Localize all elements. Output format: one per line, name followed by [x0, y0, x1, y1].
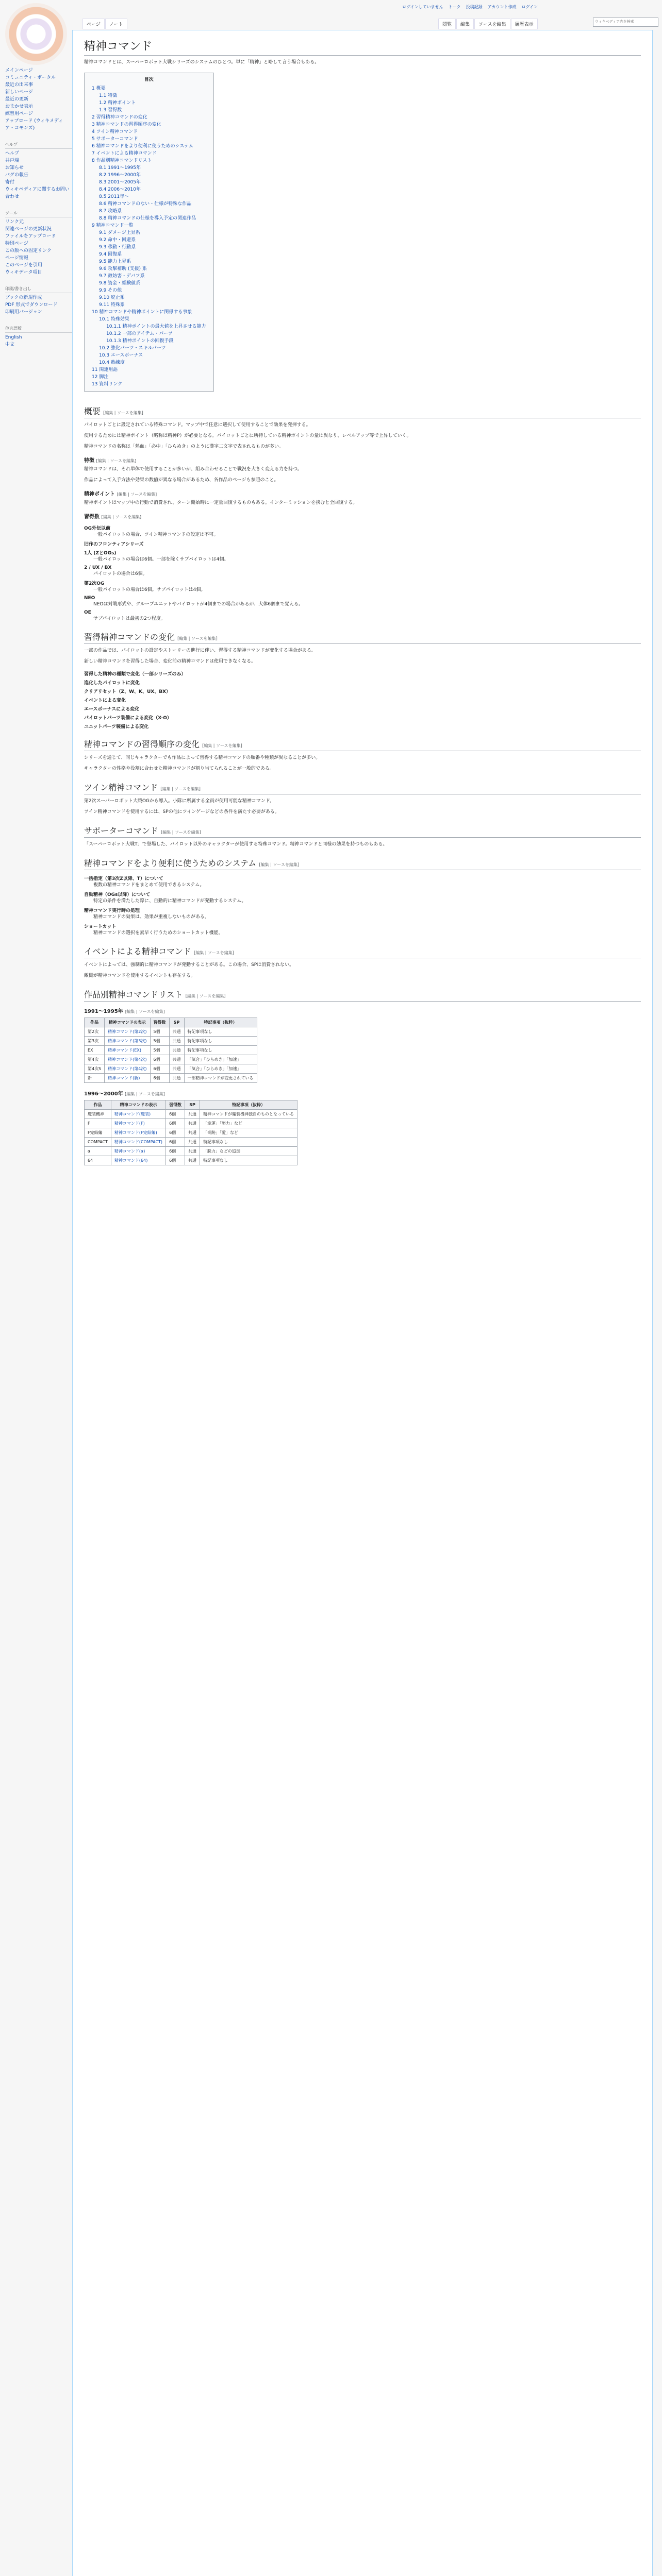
table-cell[interactable]: 精神コマンド(F): [111, 1119, 166, 1128]
definition-term: 習得した精神の種類で変化（一部シリーズのみ）: [84, 672, 186, 677]
definition-term: 自動精神（OGs以降）について: [84, 892, 151, 897]
table-cell: 「脱力」などの追加: [200, 1147, 297, 1156]
tab[interactable]: 閲覧: [438, 19, 456, 29]
paragraph: 新しい精神コマンドを習得した場合、変化前の精神コマンドは使用できなくなる。: [84, 659, 256, 664]
lead-paragraph: 精神コマンドとは、スーパーロボット大戦シリーズのシステムのひとつ。単に「精神」と略して言う場合もある。: [84, 60, 320, 65]
definition-text: 特定の条件を満たした際に、自動的に精神コマンドが発動するシステム。: [93, 899, 246, 904]
table-row: [85, 1027, 257, 1037]
table-cell: 6個: [150, 1074, 169, 1083]
sidebar-item[interactable]: 練習用ページ: [5, 111, 33, 116]
paragraph: 一部の作品では、パイロットの設定やストーリーの進行に伴い、習得する精神コマンドが変化する場合がある。: [84, 648, 316, 653]
definition-term: パイロットパーツ装備による変化（X-Ω）: [84, 716, 172, 721]
toc-item[interactable]: 9 精神コマンド一覧: [92, 223, 134, 228]
toc-item[interactable]: 9.4 回復系: [99, 252, 122, 257]
table-cell[interactable]: 精神コマンド(EX): [105, 1046, 150, 1055]
page-title: 精神コマンド: [84, 38, 641, 56]
edit-link[interactable]: [編集 | ソースを編集]: [103, 411, 143, 415]
table-row: [85, 1128, 297, 1138]
toc-item[interactable]: 9.5 能力上昇系: [99, 259, 131, 264]
toc-item[interactable]: 1.1 特徴: [99, 93, 118, 98]
table-cell: 「奇跡」「愛」など: [200, 1128, 297, 1138]
toc-item[interactable]: 13 資料リンク: [92, 382, 123, 387]
sidebar-group: [5, 141, 72, 200]
user-tool-link[interactable]: トーク: [448, 5, 461, 9]
table-cell: 「気合」「ひらめき」「加速」: [184, 1064, 257, 1074]
table-cell[interactable]: 精神コマンド(第4次): [105, 1064, 150, 1074]
edit-link[interactable]: [編集 | ソースを編集]: [185, 994, 226, 998]
table-row: [85, 1046, 257, 1055]
definition-term: 第2次OG: [84, 581, 105, 586]
table-header-cell: 精神コマンドの表示: [111, 1100, 166, 1110]
sidebar-item[interactable]: English: [5, 335, 22, 340]
paragraph: 使用するためには精神ポイント（略称は精神P）が必要となる。パイロットごとに所持している精神ポイントの量は異なり、レベルアップ等で上昇していく。: [84, 433, 411, 438]
table-cell: 第3次: [85, 1037, 105, 1046]
toc-item[interactable]: 10.3 エースボーナス: [99, 353, 143, 358]
definition-term: 1人 (ZとOGs): [84, 551, 117, 556]
sidebar-item[interactable]: 寄付: [5, 180, 15, 185]
table-cell: 一部精神コマンドが変更されている: [184, 1074, 257, 1083]
table-cell[interactable]: 精神コマンド(F完結編): [111, 1128, 166, 1138]
toc-item[interactable]: 5 サポーターコマンド: [92, 137, 138, 142]
table-row: [85, 1055, 257, 1064]
paragraph: 精神コマンドは、それ単体で使用することが多いが、組み合わせることで戦況を大きく変える力を持つ。: [84, 467, 302, 472]
sidebar-group-heading: 印刷/書き出し: [5, 285, 72, 293]
sidebar-item[interactable]: お知らせ: [5, 165, 24, 171]
definition-term: クリアリセット（Z、W、K、UX、BX）: [84, 689, 171, 694]
definition-text: パイロットの場合は6個。: [93, 571, 147, 577]
table-cell: 新: [85, 1074, 105, 1083]
definition-term: 一括指定（第3次Z以降、T）について: [84, 876, 163, 882]
toc-item[interactable]: 9.11 特殊系: [99, 302, 125, 308]
section-list: 作品別精神コマンドリスト [編集 | ソースを編集]: [84, 988, 641, 1002]
edit-link[interactable]: [編集 | ソースを編集]: [202, 743, 242, 748]
table-cell: α: [85, 1147, 111, 1156]
change-sub-list: [84, 670, 641, 730]
tab[interactable]: ソースを編集: [474, 19, 510, 29]
sidebar: [5, 67, 72, 358]
sidebar-item[interactable]: バグの報告: [5, 173, 29, 178]
table-cell: 特記事項なし: [200, 1138, 297, 1147]
works-table-1991: [84, 1018, 257, 1083]
definition-text: 一般パイロットの場合は6個。一部を除くサブパイロットは4個。: [93, 557, 229, 562]
namespace-tabs: [82, 19, 128, 29]
section-list-1996: 1996〜2000年 [編集 | ソースを編集]: [84, 1091, 165, 1097]
table-cell: 5個: [150, 1046, 169, 1055]
definition-term: 精神コマンド実行時の処理: [84, 908, 140, 913]
table-cell: 5個: [150, 1027, 169, 1037]
definition-text: 精神コマンドの選択を素早く行うためのショートカット機能。: [93, 930, 223, 936]
sidebar-item[interactable]: このページを引用: [5, 263, 42, 268]
paragraph: 第2次スーパーロボット大戦OGから導入。小隊に所属する全員が使用可能な精神コマンド。: [84, 799, 275, 804]
table-cell: EX: [85, 1046, 105, 1055]
toc-item[interactable]: 1.3 習得数: [99, 108, 122, 113]
sidebar-group-heading: 他言語版: [5, 325, 72, 333]
table-cell: 共通: [169, 1074, 184, 1083]
toc-item[interactable]: 10.1 特殊効果: [99, 317, 129, 322]
table-cell: 特記事項なし: [184, 1046, 257, 1055]
table-cell[interactable]: 精神コマンド(COMPACT): [111, 1138, 166, 1147]
edit-link[interactable]: [編集 | ソースを編集]: [125, 1092, 165, 1096]
table-cell: 共通: [185, 1138, 200, 1147]
table-row: [85, 1074, 257, 1083]
table-row: [85, 1064, 257, 1074]
toc-item[interactable]: 10.1.2 一部のアイテム・パーツ: [106, 331, 173, 336]
table-cell[interactable]: 精神コマンド(新): [105, 1074, 150, 1083]
toc-item[interactable]: 9.9 その他: [99, 288, 122, 293]
table-cell: 特記事項なし: [200, 1156, 297, 1165]
table-cell: 共通: [169, 1064, 184, 1074]
section-supporter: サポーターコマンド [編集 | ソースを編集]: [84, 824, 641, 838]
works-table-1996: [84, 1100, 297, 1165]
section-change: 習得精神コマンドの変化 [編集 | ソースを編集]: [84, 631, 641, 644]
table-cell: 6個: [166, 1128, 185, 1138]
definition-term: ユニットパーツ装備による変化: [84, 724, 149, 730]
user-tool-link[interactable]: ログイン: [521, 5, 538, 9]
paragraph: イベントによっては、強制的に精神コマンドが発動することがある。この場合、SPは消費されない。: [84, 962, 294, 968]
toc-item[interactable]: 8.5 2011年〜: [99, 194, 129, 199]
table-cell[interactable]: 精神コマンド(魔装): [111, 1110, 166, 1119]
definition-text: 一般パイロットの場合は6個。サブパイロットは4個。: [93, 587, 206, 592]
table-cell: 6個: [166, 1138, 185, 1147]
sidebar-item[interactable]: 最近の更新: [5, 97, 29, 102]
table-header-cell: 特記事項（抜粋）: [184, 1018, 257, 1027]
paragraph: パイロットごとに設定されている特殊コマンド。マップ中で任意に選択して使用することで効果を発揮する。: [84, 422, 311, 428]
table-cell: 魔装機神: [85, 1110, 111, 1119]
table-header-row: [85, 1100, 297, 1110]
definition-term: 旧作のフロンティアシリーズ: [84, 542, 144, 547]
definition-text: NEOは対戦形式や、グループユニットやパイロットが4個までの場合があるが、大体6個まで覚える。: [93, 602, 304, 607]
table-header-cell: 習得数: [150, 1018, 169, 1027]
table-header-cell: SP: [185, 1100, 200, 1110]
toc-item[interactable]: 9.3 移動・行動系: [99, 245, 136, 250]
definition-term: 進化したパイロットに変化: [84, 681, 140, 686]
table-cell: 第4次S: [85, 1064, 105, 1074]
table-cell[interactable]: 精神コマンド(64): [111, 1156, 166, 1165]
edit-link[interactable]: [編集 | ソースを編集]: [117, 492, 157, 497]
sidebar-group: [5, 67, 72, 132]
table-header-cell: 習得数: [166, 1100, 185, 1110]
definition-term: エースボーナスによる変化: [84, 707, 140, 712]
table-cell: 精神コマンドが魔装機神独自のものとなっている: [200, 1110, 297, 1119]
edit-link[interactable]: [編集 | ソースを編集]: [194, 951, 234, 955]
toc-item[interactable]: 9.8 資金・経験値系: [99, 281, 141, 286]
table-row: [85, 1156, 297, 1165]
sidebar-group: [5, 210, 72, 276]
section-list-1991: 1991〜1995年 [編集 | ソースを編集]: [84, 1009, 165, 1014]
sidebar-item[interactable]: 井戸端: [5, 158, 20, 163]
paragraph: シリーズを通じて、同じキャラクターでも作品によって習得する精神コマンドの順番や種類が異なることが多い。: [84, 755, 321, 760]
sidebar-item[interactable]: ページ情報: [5, 256, 28, 261]
table-header-cell: 作品: [85, 1018, 105, 1027]
user-tools: [402, 4, 543, 10]
toc-item[interactable]: 8.7 攻略系: [99, 209, 122, 214]
toc-item[interactable]: 8 作品別精神コマンドリスト: [92, 158, 152, 163]
toc-item[interactable]: 10.1.3 精神ポイントの回復手段: [106, 338, 174, 344]
definition-text: 一般パイロットの場合、ツイン精神コマンドの設定は不可。: [93, 532, 219, 537]
sidebar-item[interactable]: この版への固定リンク: [5, 248, 52, 253]
definition-term: イベントによる変化: [84, 698, 126, 703]
content-area: [72, 30, 653, 2576]
edit-link[interactable]: [編集 | ソースを編集]: [177, 636, 218, 641]
definition-term: OG外伝以前: [84, 526, 111, 531]
system-list: [84, 875, 641, 937]
paragraph: 作品によって入手方法や効果の数値が異なる場合があるため、各作品のページも参照のこと。: [84, 478, 279, 483]
edit-link[interactable]: [編集 | ソースを編集]: [101, 515, 142, 519]
sidebar-group: [5, 325, 72, 348]
sidebar-item[interactable]: ウィキデータ項目: [5, 270, 42, 275]
sidebar-item[interactable]: おまかせ表示: [5, 104, 34, 109]
section-count: 習得数 [編集 | ソースを編集]: [84, 514, 142, 520]
table-cell: 共通: [185, 1119, 200, 1128]
definition-text: 複数の精神コマンドをまとめて使用できるシステム。: [93, 883, 205, 888]
table-cell: 64: [85, 1156, 111, 1165]
table-cell: 「気合」「ひらめき」「加速」: [184, 1055, 257, 1064]
sidebar-item[interactable]: ウィキペディアに関するお問い合わせ: [5, 187, 70, 199]
view-tabs: [438, 19, 538, 29]
table-cell: 共通: [185, 1147, 200, 1156]
table-cell[interactable]: 精神コマンド(第4次): [105, 1055, 150, 1064]
table-cell: F完結編: [85, 1128, 111, 1138]
sidebar-group: [5, 285, 72, 316]
sidebar-item[interactable]: 最近の出来事: [5, 82, 34, 88]
table-header-cell: 精神コマンドの表示: [105, 1018, 150, 1027]
edit-link[interactable]: [編集 | ソースを編集]: [160, 787, 201, 791]
table-cell: 共通: [169, 1027, 184, 1037]
toc-item[interactable]: 8.8 精神コマンドの仕様を導入予定の関連作品: [99, 216, 196, 221]
sidebar-item[interactable]: 新しいページ: [5, 90, 33, 95]
sidebar-item[interactable]: リンク元: [5, 219, 24, 225]
edit-link[interactable]: [編集 | ソースを編集]: [259, 862, 300, 867]
user-tool-link[interactable]: アカウント作成: [487, 5, 517, 9]
sidebar-group-heading: ツール: [5, 210, 72, 217]
section-sp: 精神ポイント [編集 | ソースを編集]: [84, 492, 157, 497]
table-cell: 6個: [166, 1156, 185, 1165]
paragraph: 精神コマンドの名称は「熱血」「必中」「ひらめき」のように漢字二文字で表されるものが多い。: [84, 444, 284, 449]
toc-item[interactable]: 3 精神コマンドの習得順序の変化: [92, 122, 161, 127]
toc-item[interactable]: 6 精神コマンドをより便利に使うためのシステム: [92, 144, 193, 149]
toc-item[interactable]: 12 脚注: [92, 375, 109, 380]
sidebar-group-heading: ヘルプ: [5, 141, 72, 149]
edit-link[interactable]: [編集 | ソースを編集]: [161, 830, 201, 835]
paragraph: ツイン精神コマンドを使用するには、SPの他にツインゲージなどの条件を満たす必要がある。: [84, 809, 279, 815]
toc-item[interactable]: 8.4 2006〜2010年: [99, 187, 141, 192]
paragraph: 敵側が精神コマンドを使用するイベントも存在する。: [84, 973, 196, 978]
table-cell: 第2次: [85, 1027, 105, 1037]
table-row: [85, 1138, 297, 1147]
table-cell: 第4次: [85, 1055, 105, 1064]
table-cell: COMPACT: [85, 1138, 111, 1147]
table-cell: 特記事項なし: [184, 1027, 257, 1037]
paragraph: 精神ポイントはマップ中の行動で消費され、ターン開始時に一定量回復するものもある。インターミッションを挟むと全回復する。: [84, 500, 358, 505]
toc-item[interactable]: 9.7 敵妨害・デバフ系: [99, 274, 145, 279]
sidebar-item[interactable]: メインページ: [5, 68, 33, 73]
search-input[interactable]: [593, 18, 658, 27]
table-of-contents: [84, 73, 214, 392]
section-feature: 特徴 [編集 | ソースを編集]: [84, 458, 137, 464]
table-cell: 6個: [150, 1055, 169, 1064]
site-logo[interactable]: [5, 3, 67, 65]
table-cell: 共通: [185, 1128, 200, 1138]
user-tool-link[interactable]: ログインしていません: [402, 5, 443, 9]
section-order: 精神コマンドの習得順序の変化 [編集 | ソースを編集]: [84, 738, 641, 751]
definition-text: 精神コマンドの効果は、効果が重複しないものがある。: [93, 914, 210, 920]
sidebar-item[interactable]: ファイルをアップロード: [5, 234, 56, 239]
count-list: [84, 524, 641, 622]
sidebar-item[interactable]: PDF 形式でダウンロード: [5, 302, 58, 308]
section-overview: 概要 [編集 | ソースを編集]: [84, 405, 641, 418]
definition-term: NEO: [84, 596, 95, 601]
table-cell: 共通: [185, 1110, 200, 1119]
definition-term: ショートカット: [84, 924, 117, 929]
toc-item[interactable]: 1.2 精神ポイント: [99, 100, 136, 106]
toc-item[interactable]: 8.6 精神コマンドのない・仕様が特殊な作品: [99, 201, 192, 207]
table-cell: 「幸運」「努力」など: [200, 1119, 297, 1128]
table-cell: 6個: [150, 1064, 169, 1074]
table-cell: 5個: [150, 1037, 169, 1046]
table-header-cell: 特記事項（抜粋）: [200, 1100, 297, 1110]
toc-item[interactable]: 9.6 攻撃補助 (支援) 系: [99, 266, 147, 272]
edit-link[interactable]: [編集 | ソースを編集]: [96, 459, 137, 463]
sidebar-item[interactable]: アップロード (ウィキメディア・コモンズ): [5, 118, 63, 131]
sidebar-item[interactable]: 印刷用バージョン: [5, 310, 42, 315]
toc-item[interactable]: 11 関連用語: [92, 367, 118, 372]
definition-term: 2 / UX / BX: [84, 565, 112, 570]
tab[interactable]: 履歴表示: [511, 19, 538, 29]
toc-item[interactable]: 10 精神コマンドや精神ポイントに関係する事象: [92, 310, 192, 315]
table-row: [85, 1037, 257, 1046]
table-cell: 特記事項なし: [184, 1037, 257, 1046]
table-cell: 6個: [166, 1147, 185, 1156]
sidebar-item[interactable]: 中文: [5, 342, 15, 347]
table-cell[interactable]: 精神コマンド(α): [111, 1147, 166, 1156]
table-cell[interactable]: 精神コマンド(第2次): [105, 1027, 150, 1037]
table-header-row: [85, 1018, 257, 1027]
table-cell: 共通: [169, 1046, 184, 1055]
definition-text: サブパイロットは最初の2つ程度。: [93, 616, 166, 621]
edit-link[interactable]: [編集 | ソースを編集]: [125, 1009, 165, 1014]
top-bar: [0, 0, 662, 26]
sidebar-item[interactable]: ヘルプ: [5, 151, 20, 156]
toc-item[interactable]: 9.1 ダメージ上昇系: [99, 230, 140, 235]
section-system: 精神コマンドをより便利に使うためのシステム [編集 | ソースを編集]: [84, 857, 641, 870]
table-row: [85, 1110, 297, 1119]
toc-item[interactable]: 8.1 1991〜1995年: [99, 165, 141, 171]
paragraph: 「スーパーロボット大戦T」で登場した、パイロット以外のキャラクターが使用する特殊コマンド。精神コマンドと同様の効果を持つものもある。: [84, 842, 388, 847]
toc-item[interactable]: 7 イベントによる精神コマンド: [92, 151, 157, 156]
table-cell: 共通: [169, 1037, 184, 1046]
paragraph: キャラクターの性格や役割に合わせた精神コマンドが割り当てられることが一般的である。: [84, 766, 274, 771]
table-header-cell: 作品: [85, 1100, 111, 1110]
sidebar-item[interactable]: 関連ページの更新状況: [5, 227, 52, 232]
tab[interactable]: 編集: [456, 19, 474, 29]
toc-item[interactable]: 10.1.1 精神ポイントの最大値を上昇させる能力: [106, 324, 206, 329]
tab[interactable]: ページ: [82, 19, 105, 29]
toc-item[interactable]: 2 習得精神コマンドの変化: [92, 115, 147, 120]
sidebar-item[interactable]: ブックの新規作成: [5, 295, 42, 300]
toc-item[interactable]: 10.4 熟練度: [99, 360, 125, 365]
section-event: イベントによる精神コマンド [編集 | ソースを編集]: [84, 945, 641, 958]
toc-item[interactable]: 9.10 廃止系: [99, 295, 125, 300]
table-row: [85, 1147, 297, 1156]
table-row: [85, 1119, 297, 1128]
toc-item[interactable]: 4 ツイン精神コマンド: [92, 129, 138, 134]
table-cell: 共通: [169, 1055, 184, 1064]
toc-item[interactable]: 9.2 命中・回避系: [99, 238, 136, 243]
table-cell: F: [85, 1119, 111, 1128]
table-cell[interactable]: 精神コマンド(第3次): [105, 1037, 150, 1046]
toc-item[interactable]: 1 概要: [92, 86, 106, 91]
tab[interactable]: ノート: [105, 19, 127, 29]
sidebar-item[interactable]: 特別ページ: [5, 241, 28, 246]
table-header-cell: SP: [169, 1018, 184, 1027]
section-twin: ツイン精神コマンド [編集 | ソースを編集]: [84, 781, 641, 794]
toc-item[interactable]: 8.2 1996〜2000年: [99, 173, 141, 178]
user-tool-link[interactable]: 投稿記録: [466, 5, 483, 9]
toc-item[interactable]: 8.3 2001〜2005年: [99, 180, 141, 185]
toc-item[interactable]: 10.2 強化パーツ・スキルパーツ: [99, 346, 166, 351]
definition-term: OE: [84, 610, 91, 615]
table-cell: 6個: [166, 1119, 185, 1128]
toc-title: 目次: [144, 77, 154, 82]
table-cell: 6個: [166, 1110, 185, 1119]
sidebar-item[interactable]: コミュニティ・ポータル: [5, 75, 56, 80]
table-cell: 共通: [185, 1156, 200, 1165]
